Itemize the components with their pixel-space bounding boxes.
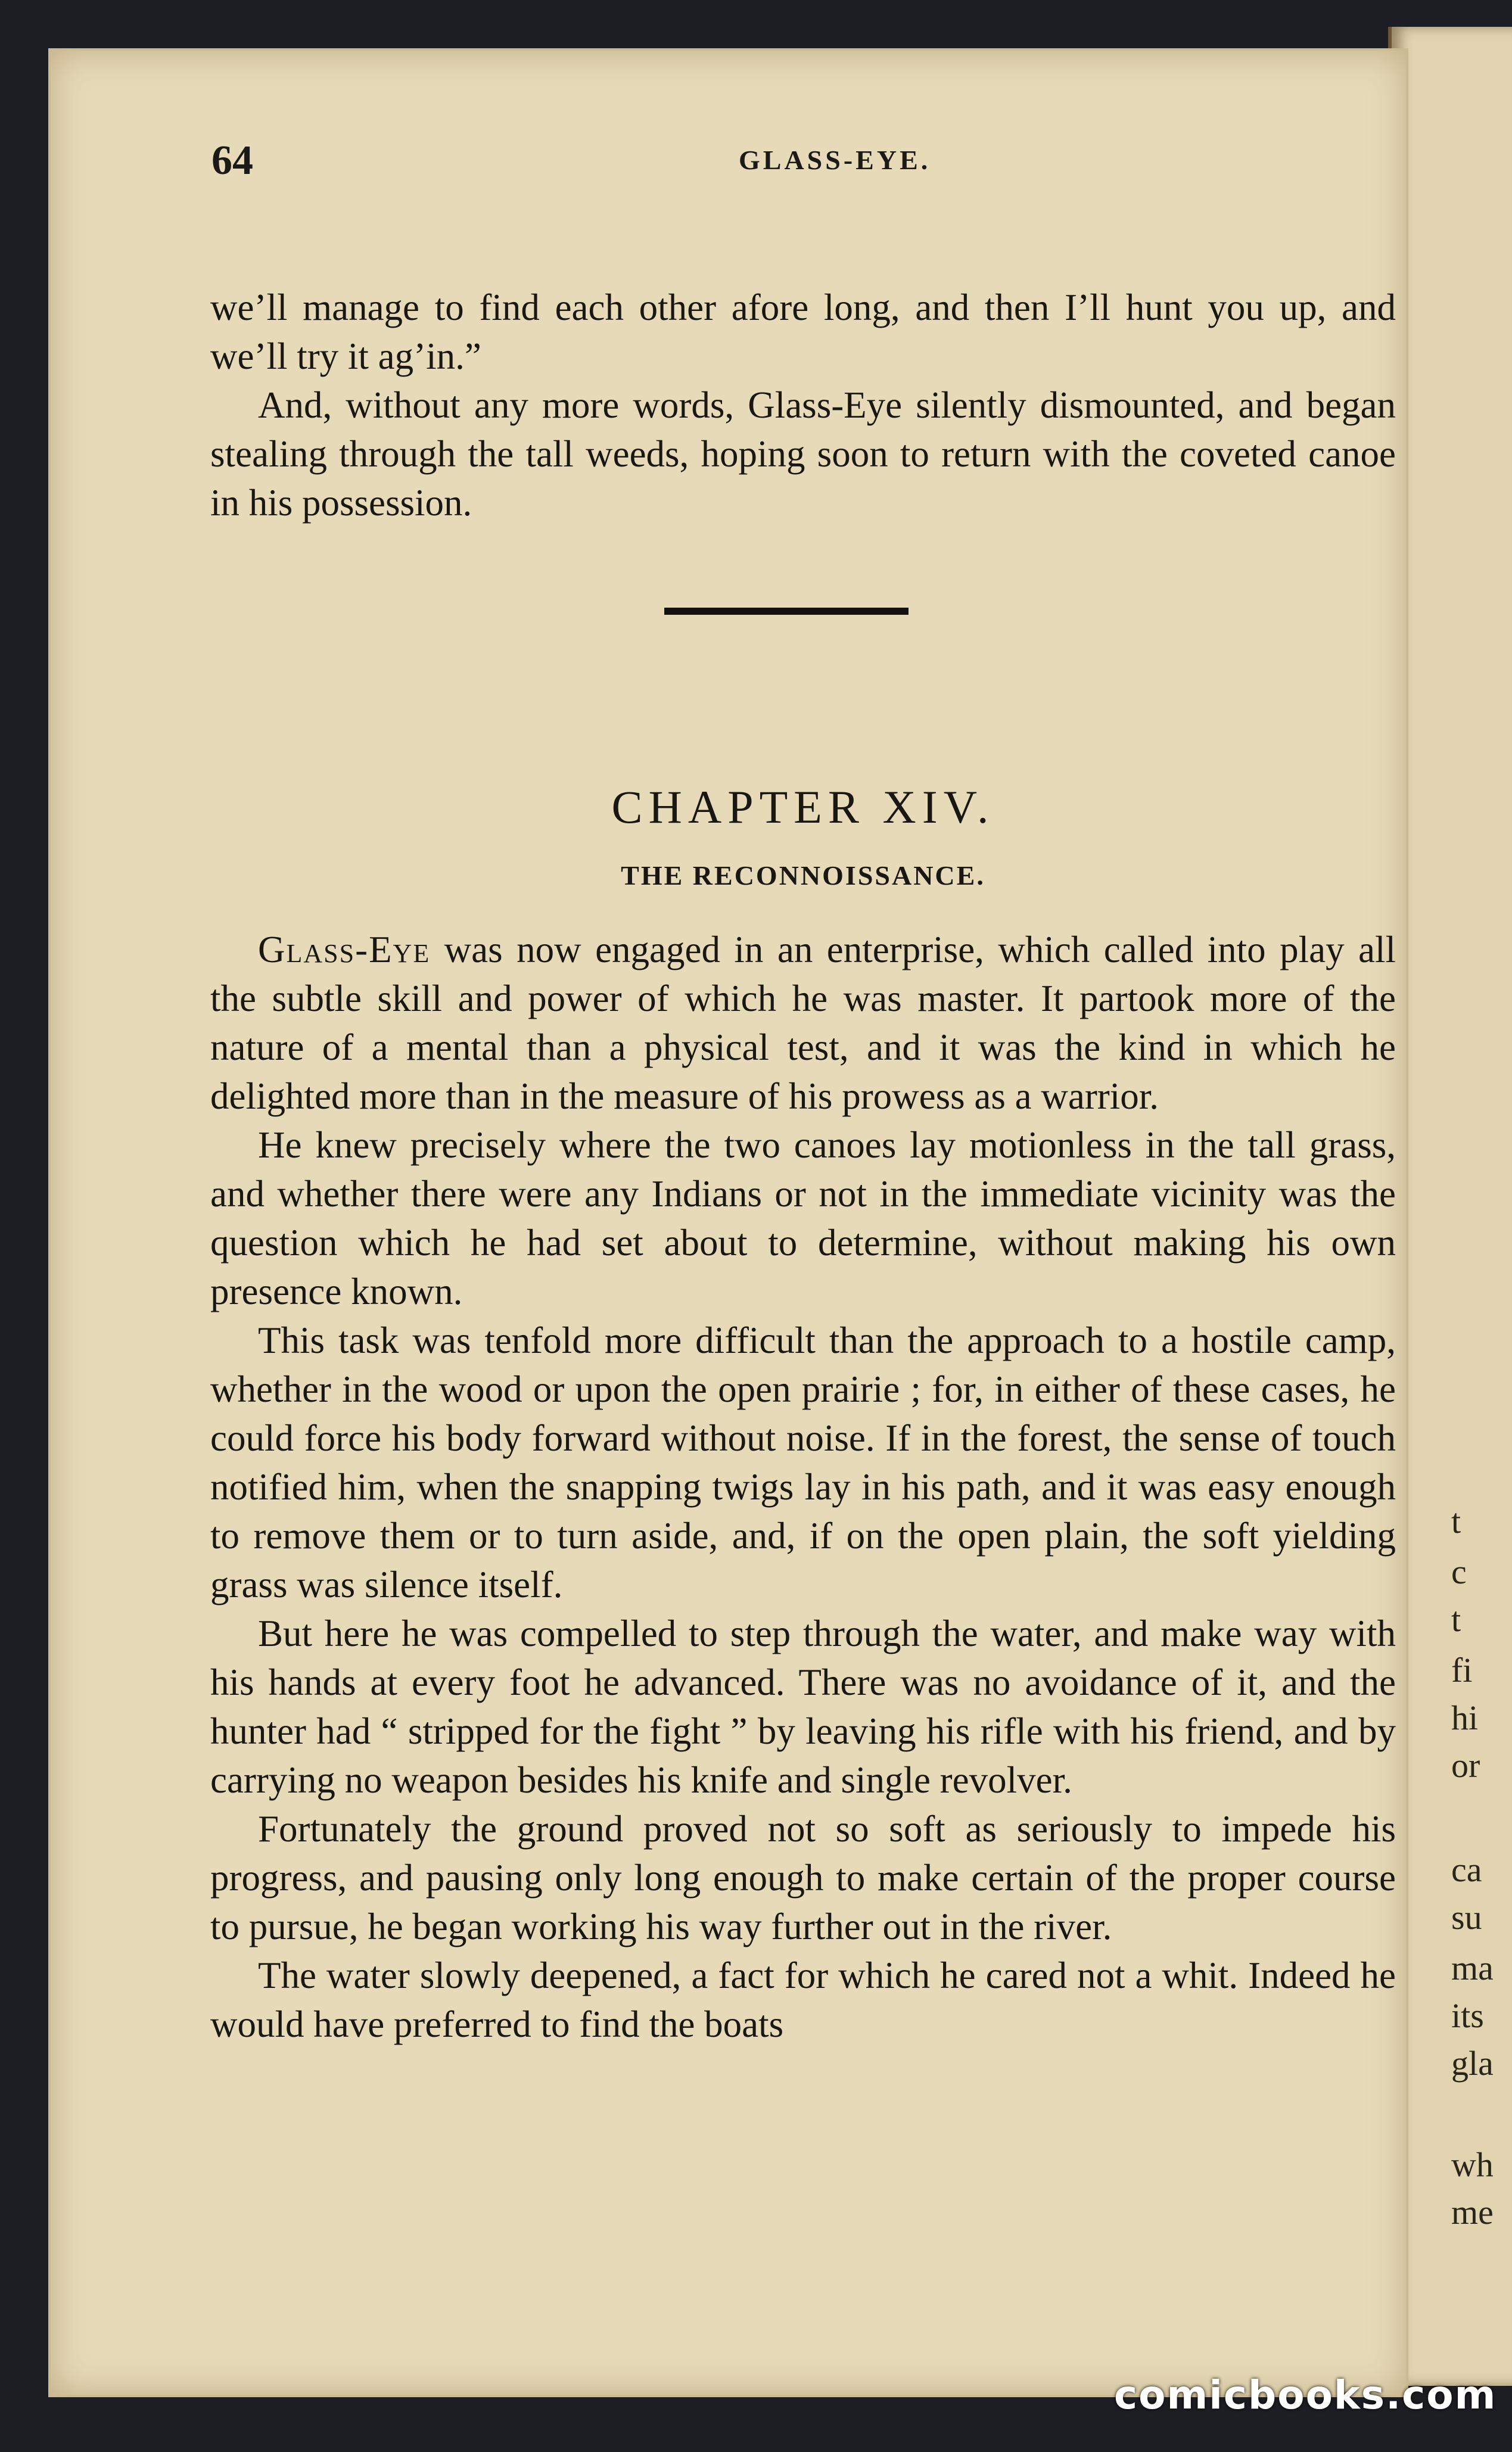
facing-page-fragment: t <box>1451 1600 1461 1639</box>
running-title: GLASS-EYE. <box>739 145 931 175</box>
page-number: 64 <box>211 138 253 183</box>
paragraph-text: was now engaged in an enterprise, which called into play all the subtle skill and power of which he was master. It partook more of the nature of a mental than a physical test, and it was the kind in which he delighted more than in the measure of his prowess as a warrior. <box>210 929 1396 1117</box>
facing-page-fragment: c <box>1451 1552 1467 1591</box>
facing-page-fragment: hi <box>1451 1698 1479 1737</box>
paragraph: This task was tenfold more difficult than the approach to a hostile camp, whether in the wood or upon the open prairie ; for, in either of these cases, he could force his body forward without noise. If in the forest, the sense of touch notified him, when the snapping twigs lay in his path, and it was easy enough to remove them or to turn aside, and, if on the open plain, the soft yielding grass was silence itself. <box>210 1320 1396 1605</box>
facing-page-fragment: gla <box>1451 2044 1494 2083</box>
facing-page-edge <box>1388 27 1512 2386</box>
chapter-heading: CHAPTER XIV. <box>611 781 995 833</box>
facing-page-fragment: its <box>1451 1996 1484 2035</box>
paragraph: But here he was compelled to step through the water, and make way with his hands at every foot he advanced. There was no avoidance of it, and the hunter had “ stripped for the fight ” by leaving his rifle with his friend, and by carrying no weapon besides his knife and single revolver. <box>210 1613 1396 1801</box>
paragraph: And, without any more words, Glass-Eye silently dismounted, and began stealing through the tall weeds, hoping soon to return with the coveted canoe in his possession. <box>210 384 1396 524</box>
watermark: comicbooks.com <box>1114 2372 1497 2418</box>
facing-page-fragment: me <box>1451 2193 1494 2232</box>
paragraph <box>210 925 1396 1121</box>
facing-page-fragment: fi <box>1451 1651 1473 1689</box>
facing-page-fragment: or <box>1451 1746 1480 1785</box>
paragraph: The water slowly deepened, a fact for which he cared not a whit. Indeed he would have preferred to find the boats <box>210 1955 1396 2045</box>
chapter-text <box>210 925 1396 2049</box>
facing-page-fragment: wh <box>1451 2145 1494 2184</box>
paragraph: Fortunately the ground proved not so soft as seriously to impede his progress, and pausing only long enough to make certain of the proper course to pursue, he began working his way further out in the river. <box>210 1808 1396 1947</box>
paragraph: He knew precisely where the two canoes lay motionless in the tall grass, and whether there were any Indians or not in the immediate vicinity was the question which he had set about to determine, without making his own presence known. <box>210 1124 1396 1312</box>
facing-page-fragment: su <box>1451 1898 1482 1937</box>
page-header <box>211 137 1394 191</box>
lead-word: Glass-Eye <box>258 929 431 970</box>
facing-page-fragment: t <box>1451 1502 1461 1541</box>
paragraph: we’ll manage to find each other afore long, and then I’ll hunt you up, and we’ll try it ag’in.” <box>210 287 1396 377</box>
facing-page-fragment: ma <box>1451 1949 1494 1987</box>
book-page <box>51 51 1406 2395</box>
section-divider <box>664 608 909 615</box>
facing-page-fragment: ca <box>1451 1850 1482 1889</box>
text-block-top <box>210 283 1396 527</box>
chapter-subtitle: THE RECONNOISSANCE. <box>621 860 985 891</box>
